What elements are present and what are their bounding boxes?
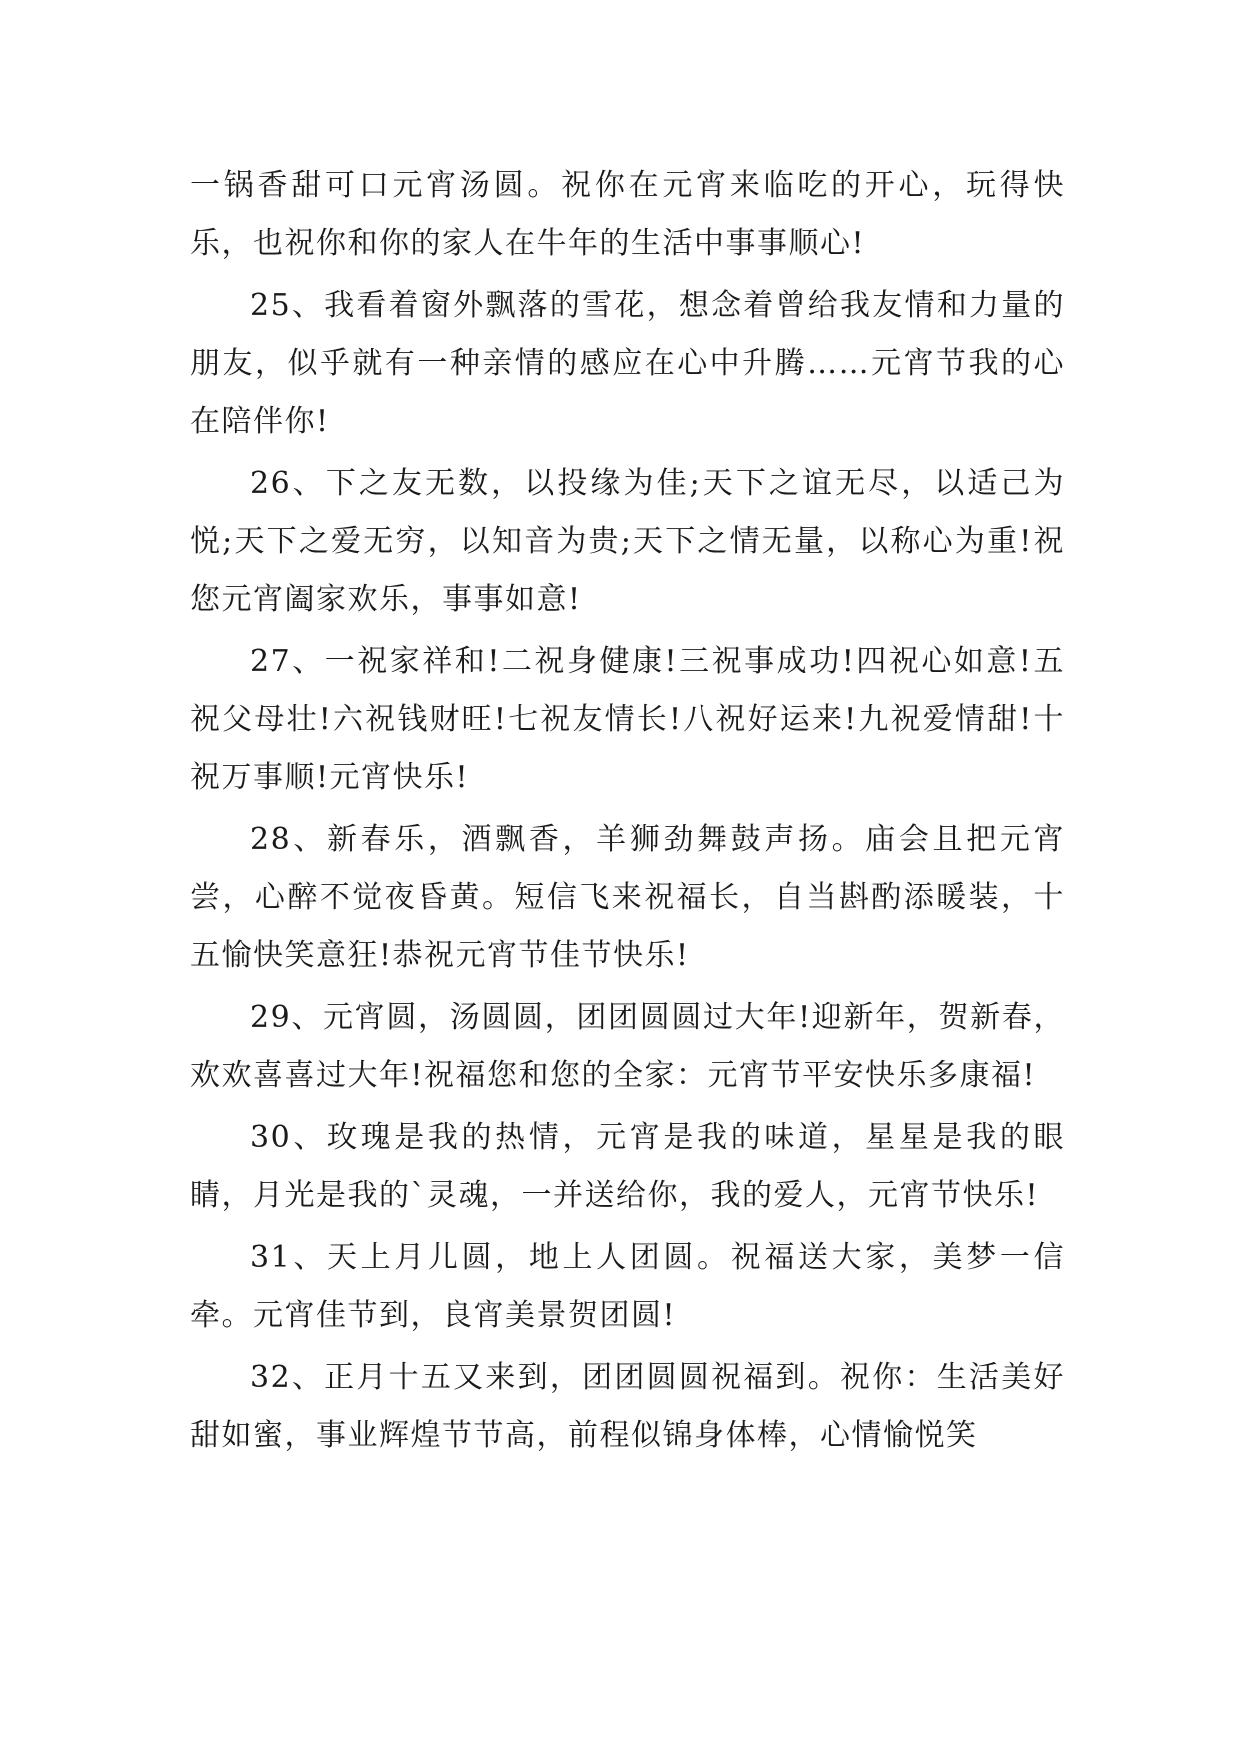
paragraph-item-31: 31、天上月儿圆，地上人团圆。祝福送大家，美梦一信牵。元宵佳节到，良宵美景贺团圆! [190, 1240, 1065, 1333]
paragraph-item-30: 30、玫瑰是我的热情，元宵是我的味道，星星是我的眼睛，月光是我的`灵魂，一并送给你，我的爱人，元宵节快乐! [190, 1120, 1065, 1213]
paragraph-continuation: 一锅香甜可口元宵汤圆。祝你在元宵来临吃的开心，玩得快乐，也祝你和你的家人在牛年的生活中事事顺心! [190, 168, 1065, 261]
document-body [190, 157, 1065, 1469]
paragraph-item-28: 28、新春乐，酒飘香，羊狮劲舞鼓声扬。庙会且把元宵尝，心醉不觉夜昏黄。短信飞来祝福长，自当斟酌添暖装，十五愉快笑意狂!恭祝元宵节佳节快乐! [190, 822, 1065, 973]
paragraph-item-26: 26、下之友无数，以投缘为佳;天下之谊无尽，以适己为悦;天下之爱无穷，以知音为贵;天下之情无量，以称心为重!祝您元宵阖家欢乐，事事如意! [190, 466, 1065, 617]
paragraph-item-27: 27、一祝家祥和!二祝身健康!三祝事成功!四祝心如意!五祝父母壮!六祝钱财旺!七祝友情长!八祝好运来!九祝爱情甜!十祝万事顺!元宵快乐! [190, 644, 1065, 795]
paragraph-item-32: 32、正月十五又来到，团团圆圆祝福到。祝你：生活美好甜如蜜，事业辉煌节节高，前程似锦身体棒，心情愉悦笑 [190, 1360, 1065, 1453]
paragraph-item-29: 29、元宵圆，汤圆圆，团团圆圆过大年!迎新年，贺新春，欢欢喜喜过大年!祝福您和您的全家：元宵节平安快乐多康福! [190, 1000, 1065, 1093]
paragraph-item-25: 25、我看着窗外飘落的雪花，想念着曾给我友情和力量的朋友，似乎就有一种亲情的感应在心中升腾……元宵节我的心在陪伴你! [190, 288, 1065, 439]
